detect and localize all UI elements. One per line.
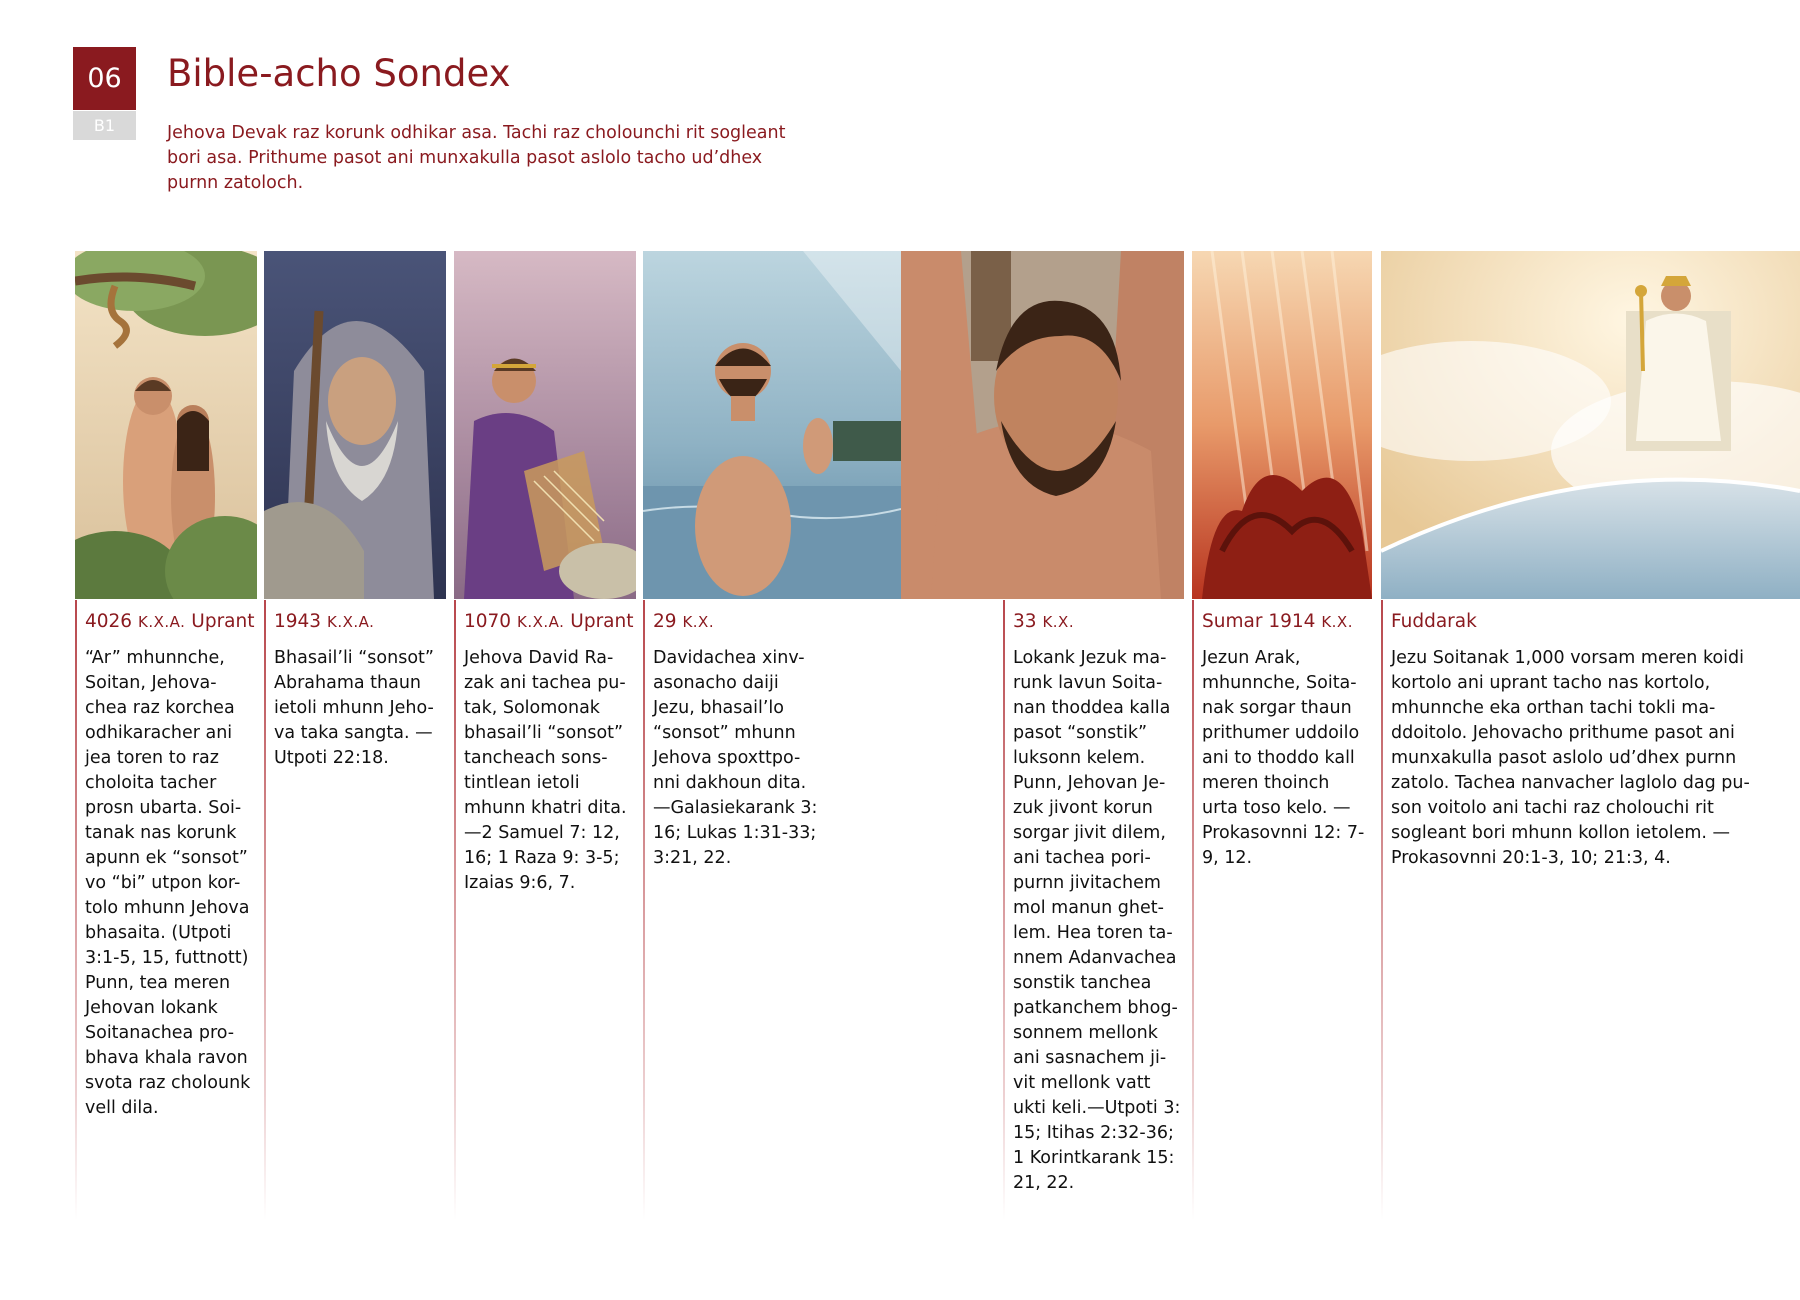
- entry-text: Jezun Arak, mhunnche, Soita-nak sorgar thaun prithumer uddoilo ani to thoddo kall meren thoinch urta toso kelo. —Prokasovnni 12: 7-9, 12.: [1202, 648, 1365, 868]
- entry-year: 29: [653, 611, 677, 632]
- entry-suffix: Uprant: [570, 611, 634, 632]
- chapter-code-badge: B1: [73, 111, 136, 140]
- entry-prefix: Sumar: [1202, 611, 1263, 632]
- entry-era: K.X.A.: [326, 613, 375, 631]
- entry-date: [464, 611, 634, 632]
- entry-text: Davidachea xinv-asonacho daiji Jezu, bhasail’lo “sonsot” mhunn Jehova spoxttpo-nni dakhoun dita. —Galasiekarank 3: 16; Lukas 1:31-33; 3:21, 22.: [653, 648, 818, 868]
- entry-date: [653, 611, 714, 632]
- timeline-entry-ransom: [1003, 600, 1183, 1220]
- entry-year: 1070: [464, 611, 512, 632]
- entry-text: Jezu Soitanak 1,000 vorsam meren koidi kortolo ani uprant tacho nas kortolo, mhunnche eka orthan tachi tokli ma-ddoitolo. Jehovacho prithume pasot ani munxakulla pasot aslolo ud’dhex purnn zatolo. Tachea nanvacher laglolo dag pu-son voitolo ani tachi raz cholouchi rit sogleant bori mhunn kollon ietolem. —Prokasovnni 20:1-3, 10; 21:3, 4.: [1391, 648, 1750, 868]
- entry-year: 33: [1013, 611, 1037, 632]
- timeline-divider: [264, 600, 266, 1220]
- jesus-baptism-illustration: [643, 251, 901, 599]
- entry-era: K.X.A.: [516, 613, 565, 631]
- entry-year: Fuddarak: [1391, 611, 1477, 632]
- chapter-number-badge: 06: [73, 47, 136, 110]
- page-title: Bible-acho Sondex: [167, 52, 511, 95]
- entry-text: “Ar” mhunnche, Soitan, Jehova-chea raz korchea odhikaracher ani jea toren to raz choloita tacher prosn ubarta. Soi-tanak nas korunk apunn ek “sonsot” vo “bi” utpon kor-tolo mhunn Jehova bhasaita. (Utpoti 3:1-5, 15, futtnott) Punn, tea meren Jehovan lokank Soitanachea pro-bhava khala ravon svota raz cholounk vell dila.: [85, 648, 251, 1118]
- entry-date: [85, 611, 255, 632]
- garden-couple-serpent-illustration: [75, 251, 257, 599]
- timeline-divider: [1003, 600, 1005, 1220]
- timeline-entry-baptism: [643, 600, 993, 1220]
- entry-date: [1202, 611, 1353, 632]
- timeline-divider: [1192, 600, 1194, 1220]
- abraham-illustration: [264, 251, 446, 599]
- entry-era: K.X.: [682, 613, 715, 631]
- timeline-entry-future: [1381, 600, 1781, 1220]
- timeline-divider: [75, 600, 77, 1220]
- entry-era: K.X.: [1321, 613, 1353, 631]
- timeline-entry-creation: [75, 600, 255, 1220]
- timeline-entry-abraham: [264, 600, 444, 1220]
- entry-text: Lokank Jezuk ma-runk lavun Soita-nan thoddea kalla pasot “sonstik” luksonn kelem. Punn, Jehovan Je-zuk jivont korun sorgar jivit dilem, ani tachea pori-purnn jivitachem mol manun ghet-lem. Hea toren ta-nnem Adanvachea sonstik tanchea patkanchem bhog-sonnem mellonk ani sasnachem ji-vit mellonk vatt ukti keli.—Utpoti 3: 15; Itihas 2:32-36; 1 Korintkarank 15: 21, 22.: [1013, 648, 1181, 1193]
- entry-date: [1013, 611, 1074, 632]
- timeline-divider: [1381, 600, 1383, 1220]
- entry-text: Bhasail’li “sonsot” Abrahama thaun ietoli mhunn Jeho-va taka sangta. —Utpoti 22:18.: [274, 648, 434, 768]
- entry-year: 1914: [1268, 611, 1316, 632]
- satan-cast-down-illustration: [1192, 251, 1372, 599]
- entry-date: [1391, 611, 1477, 632]
- entry-era: K.X.: [1042, 613, 1075, 631]
- entry-text: Jehova David Ra-zak ani tachea pu-tak, Solomonak bhasail’li “sonsot” tancheach sons-tintlean ietoli mhunn khatri dita. —2 Samuel 7: 12, 16; 1 Raza 9: 3-5; Izaias 9:6, 7.: [464, 648, 627, 893]
- entry-era: K.X.A.: [137, 613, 186, 631]
- entry-year: 1943: [274, 611, 322, 632]
- jesus-stake-illustration: [901, 251, 1184, 599]
- jesus-throne-earth-illustration: [1381, 251, 1800, 599]
- entry-suffix: Uprant: [191, 611, 255, 632]
- timeline-divider: [454, 600, 456, 1220]
- page-subtitle: Jehova Devak raz korunk odhikar asa. Tachi raz cholounchi rit sogleant bori asa. Prithume pasot ani munxakulla pasot aslolo tacho ud’dhex purnn zatoloch.: [167, 123, 786, 193]
- entry-year: 4026: [85, 611, 133, 632]
- david-harp-illustration: [454, 251, 636, 599]
- timeline-divider: [643, 600, 645, 1220]
- entry-date: [274, 611, 374, 632]
- timeline-entry-david: [454, 600, 634, 1220]
- timeline-entry-1914: [1192, 600, 1372, 1220]
